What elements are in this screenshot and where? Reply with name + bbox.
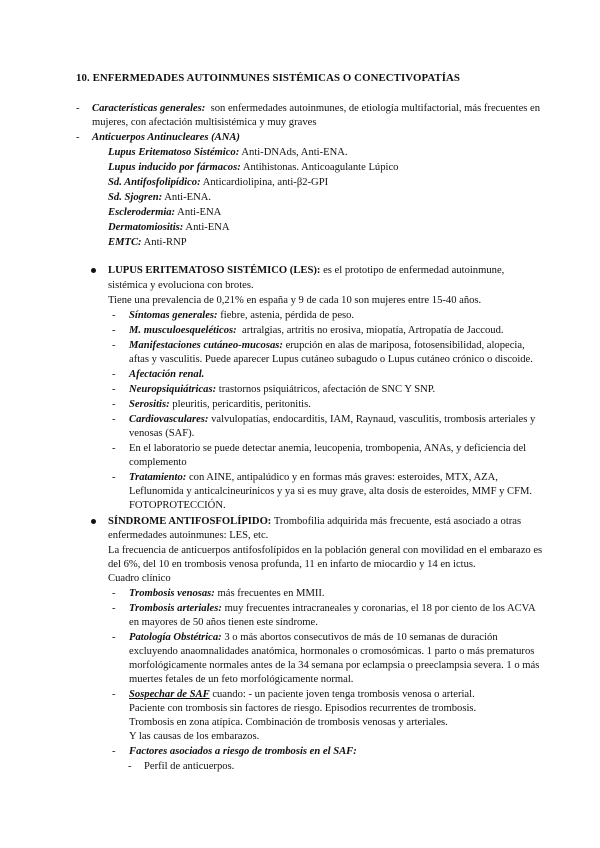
ana-row-text: Anti-ENA [177,207,222,218]
bullet-dash: - [76,103,80,114]
saf-item-cont: Y las causas de los embarazos. [129,731,260,742]
les-item-label: Serositis: [129,399,170,410]
bullet-dash: - [112,588,116,599]
les-item-cont: FOTOPROTECCIÓN. [129,500,226,511]
saf-item-label: Factores asociados a riesgo de trombosis en el SAF: [129,746,357,757]
les-item-label: Tratamiento: [129,472,187,483]
les-item [129,413,535,426]
ana-row-text: Anticardiolipina, anti-β2-GPI [202,177,329,188]
saf-item-cont: Paciente con trombosis sin factores de riesgo. Episodios recurrentes de trombosis. [129,703,477,714]
les-item [129,471,498,484]
saf-item [129,602,536,615]
les-item-text: con AINE, antipalúdico y en formas más graves: esteroides, MTX, AZA, [188,472,498,483]
les-label: LUPUS ERITEMATOSO SISTÉMICO (LES): [108,265,321,276]
les-heading-line [108,264,504,277]
bullet-dash: - [112,746,116,757]
characteristics-line [92,102,540,115]
ana-row-text: Anti-DNAds, Anti-ENA. [241,147,348,158]
ana-heading: Anticuerpos Antinucleares (ANA) [92,132,240,143]
saf-item-text: 3 o más abortos consecutivos de más de 10 semanas de duración [224,632,498,643]
les-item-text: En el laboratorio se puede detectar anemia, leucopenia, trombopenia, ANAs, y deficiencia del [129,443,527,454]
ana-row-text: Anti-ENA [185,222,230,233]
saf-item-cont: en mayores de 50 años tienen este síndrome. [129,617,318,628]
bullet-dash: - [112,414,116,425]
saf-line: enfermedades autoinmunes: LES, etc. [108,530,269,541]
bullet-dot [91,268,96,273]
bullet-dash: - [112,632,116,643]
saf-item-label: Trombosis arteriales: [129,603,222,614]
les-item [129,339,525,352]
les-item-text: pleuritis, pericarditis, peritonitis. [172,399,311,410]
les-item-label: Afectación renal. [129,369,205,380]
bullet-dash: - [112,603,116,614]
ana-row-label: Dermatomiositis: [108,222,184,233]
saf-item-label: Trombosis venosas: [129,588,215,599]
ana-row [108,236,187,249]
saf-heading-line [108,515,521,528]
ana-row-label: Sd. Antifosfolipídico: [108,177,201,188]
ana-row-label: Esclerodermia: [108,207,176,218]
saf-text: Trombofilia adquirida más frecuente, está asociado a otras [273,516,522,527]
ana-row-label: Sd. Sjogren: [108,192,163,203]
page-title: 10. ENFERMEDADES AUTOINMUNES SISTÉMICAS O CONECTIVOPATÍAS [76,72,461,84]
les-line: sistémica y evoluciona con brotes. [108,280,254,291]
saf-line: La frecuencia de anticuerpos antifosfolípidos en la población general con movilidad en el embarazo es [108,545,543,556]
les-item-text: erupción en alas de mariposa, fotosensibilidad, alopecia, [285,340,525,351]
bullet-dash: - [112,472,116,483]
saf-item-cont: excluyendo anaomnalidades anatómica, hormonales o cromosómicas. 1 parto o más prematuros [129,646,535,657]
saf-item [129,631,498,644]
les-item [129,398,311,411]
ana-row [108,176,328,189]
les-item-cont: complemento [129,457,187,468]
les-item-label: Cardiovasculares: [129,414,209,425]
les-item-label: M. musculoesqueléticos: [129,325,237,336]
bullet-dash: - [112,325,116,336]
les-item-label: Síntomas generales: [129,310,218,321]
characteristics-text: son enfermedades autoinmunes, de etiología multifactorial, más frecuentes en [210,103,541,114]
les-item [129,324,504,337]
characteristics-label: Características generales: [92,103,206,114]
ana-row [108,146,348,159]
saf-item-cont: morfológicamente normales antes de la 34 semana por eclampsia o preeclampsia severa. 1 o más [129,660,540,671]
les-item-label: Manifestaciones cutáneo-mucosas: [129,340,283,351]
ana-row [108,191,211,204]
ana-row [108,221,230,234]
les-line: Tiene una prevalencia de 0,21% en españa y 9 de cada 10 son mujeres entre 15-40 años. [108,295,482,306]
les-item-text: artralgias, artritis no erosiva, miopatía, Artropatía de Jaccoud. [242,325,504,336]
saf-item-label: Patología Obstétrica: [129,632,222,643]
saf-item-text: más frecuentes en MMII. [217,588,325,599]
ana-row-label: Lupus Eritematoso Sistémico: [108,147,240,158]
ana-row-text: Antihistonas. Anticoagulante Lúpico [242,162,399,173]
les-item-text: fiebre, astenia, pérdida de peso. [220,310,355,321]
saf-item [129,587,325,600]
bullet-dash: - [112,369,116,380]
characteristics-cont: mujeres, con afectación multisistémica y muy graves [92,117,317,128]
les-item [129,383,435,396]
ana-row-label: EMTC: [108,237,142,248]
bullet-dash: - [112,443,116,454]
bullet-dash: - [112,689,116,700]
bullet-dot [91,519,96,524]
saf-item-cont: muertes fetales de un feto morfológicamente normal. [129,674,354,685]
bullet-dash: - [112,384,116,395]
ana-row [108,161,398,174]
les-item-cont: aftas y vasculitis. Puede aparecer Lupus cutáneo subagudo o Lupus cutáneo crónico o discoide. [129,354,533,365]
bullet-dash: - [76,132,80,143]
saf-item [129,688,475,701]
bullet-dash: - [112,340,116,351]
les-item-text: trastornos psiquiátricos, afectación de SNC Y SNP. [218,384,436,395]
les-item-cont: Leflunomida y anticalcineurínicos y ya si es muy grave, alta dosis de esteroides, MMF y CFM. [129,486,533,497]
saf-line: Cuadro clínico [108,573,171,584]
saf-subitem: Perfil de anticuerpos. [144,761,235,772]
bullet-dash: - [128,761,132,772]
ana-row-text: Anti-RNP [143,237,187,248]
ana-row [108,206,221,219]
saf-item-cont: Trombosis en zona atípica. Combinación de trombosis venosas y arteriales. [129,717,448,728]
les-item-text: valvulopatías, endocarditis, IAM, Raynaud, vasculitis, trombosis arteriales y [211,414,536,425]
saf-item-text: cuando: - un paciente joven tenga trombosis venosa o arterial. [212,689,475,700]
saf-item-text: muy frecuentes intracraneales y coronarias, el 18 por ciento de los ACVA [224,603,536,614]
saf-item-label: Sospechar de SAF [129,689,210,700]
saf-label: SÍNDROME ANTIFOSFOLÍPIDO: [108,516,272,527]
saf-line: del 6%, del 10 en trombosis venosa profunda, 11 en infarto de miocardio y 14 en ictus. [108,559,476,570]
les-item-cont: venosas (SAF). [129,428,195,439]
les-item [129,309,354,322]
les-item-label: Neuropsiquiátricas: [129,384,217,395]
bullet-dash: - [112,310,116,321]
les-text: es el prototipo de enfermedad autoinmune, [323,265,505,276]
ana-row-text: Anti-ENA. [164,192,212,203]
bullet-dash: - [112,399,116,410]
ana-row-label: Lupus inducido por fármacos: [108,162,241,173]
